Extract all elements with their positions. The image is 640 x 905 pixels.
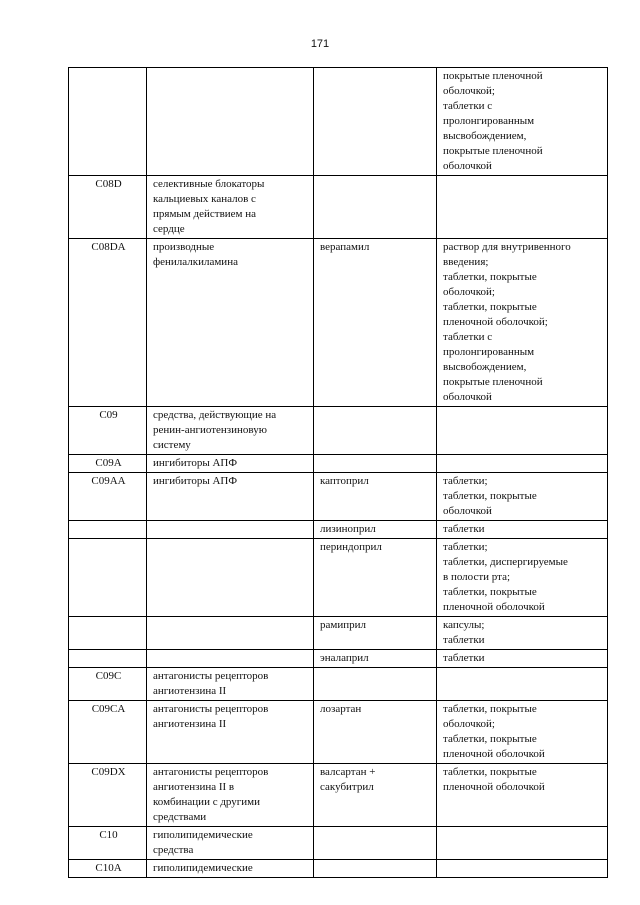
- table-row: [69, 68, 608, 176]
- atc-code-cell: C09A: [69, 455, 147, 473]
- dosage-form-cell: [437, 860, 608, 878]
- atc-code-cell: C09AA: [69, 473, 147, 521]
- table-row: [69, 473, 608, 521]
- group-cell: гиполипидемические средства: [147, 827, 314, 860]
- group-cell: [147, 539, 314, 617]
- table-row: [69, 176, 608, 239]
- atc-code-cell: [69, 539, 147, 617]
- dosage-form-cell: [437, 176, 608, 239]
- atc-code-cell: C10A: [69, 860, 147, 878]
- dosage-form-cell: таблетки; таблетки, покрытые оболочкой: [437, 473, 608, 521]
- group-cell: ингибиторы АПФ: [147, 455, 314, 473]
- drug-cell: лозартан: [314, 701, 437, 764]
- atc-code-cell: [69, 617, 147, 650]
- atc-code-cell: [69, 650, 147, 668]
- table-row: [69, 827, 608, 860]
- dosage-form-cell: капсулы; таблетки: [437, 617, 608, 650]
- drug-classification-table: [68, 67, 608, 878]
- group-cell: антагонисты рецепторов ангиотензина II: [147, 668, 314, 701]
- atc-code-cell: C09C: [69, 668, 147, 701]
- drug-cell: [314, 860, 437, 878]
- atc-code-cell: C08D: [69, 176, 147, 239]
- group-cell: селективные блокаторы кальциевых каналов с прямым действием на сердце: [147, 176, 314, 239]
- group-cell: [147, 650, 314, 668]
- table-row: [69, 701, 608, 764]
- group-cell: [147, 68, 314, 176]
- dosage-form-cell: таблетки: [437, 521, 608, 539]
- drug-cell: [314, 68, 437, 176]
- group-cell: [147, 521, 314, 539]
- drug-cell: [314, 455, 437, 473]
- table-row: [69, 617, 608, 650]
- dosage-form-cell: раствор для внутривенного введения; таблетки, покрытые оболочкой; таблетки, покрытые пленочной оболочкой; таблетки с пролонгированным высвобождением, покрытые пленочной оболочкой: [437, 239, 608, 407]
- page-number: 171: [310, 38, 330, 50]
- drug-cell: рамиприл: [314, 617, 437, 650]
- drug-cell: [314, 827, 437, 860]
- atc-code-cell: C08DA: [69, 239, 147, 407]
- group-cell: антагонисты рецепторов ангиотензина II в комбинации с другими средствами: [147, 764, 314, 827]
- table-row: [69, 764, 608, 827]
- drug-cell: [314, 176, 437, 239]
- dosage-form-cell: таблетки, покрытые пленочной оболочкой: [437, 764, 608, 827]
- group-cell: гиполипидемические: [147, 860, 314, 878]
- table-row: [69, 407, 608, 455]
- dosage-form-cell: [437, 668, 608, 701]
- table-row: [69, 455, 608, 473]
- table-row: [69, 539, 608, 617]
- group-cell: антагонисты рецепторов ангиотензина II: [147, 701, 314, 764]
- drug-cell: лизиноприл: [314, 521, 437, 539]
- drug-cell: каптоприл: [314, 473, 437, 521]
- drug-cell: периндоприл: [314, 539, 437, 617]
- atc-code-cell: [69, 68, 147, 176]
- drug-cell: [314, 407, 437, 455]
- dosage-form-cell: таблетки, покрытые оболочкой; таблетки, покрытые пленочной оболочкой: [437, 701, 608, 764]
- group-cell: ингибиторы АПФ: [147, 473, 314, 521]
- atc-code-cell: C10: [69, 827, 147, 860]
- group-cell: производные фенилалкиламина: [147, 239, 314, 407]
- dosage-form-cell: покрытые пленочной оболочкой; таблетки с пролонгированным высвобождением, покрытые пленочной оболочкой: [437, 68, 608, 176]
- atc-code-cell: [69, 521, 147, 539]
- table-row: [69, 521, 608, 539]
- atc-code-cell: C09DX: [69, 764, 147, 827]
- dosage-form-cell: [437, 455, 608, 473]
- dosage-form-cell: [437, 827, 608, 860]
- table-row: [69, 239, 608, 407]
- table-row: [69, 860, 608, 878]
- group-cell: [147, 617, 314, 650]
- drug-cell: эналаприл: [314, 650, 437, 668]
- drug-cell: валсартан + сакубитрил: [314, 764, 437, 827]
- dosage-form-cell: таблетки: [437, 650, 608, 668]
- drug-cell: [314, 668, 437, 701]
- table-row: [69, 650, 608, 668]
- dosage-form-cell: [437, 407, 608, 455]
- table-row: [69, 668, 608, 701]
- atc-code-cell: C09CA: [69, 701, 147, 764]
- drug-cell: верапамил: [314, 239, 437, 407]
- dosage-form-cell: таблетки; таблетки, диспергируемые в полости рта; таблетки, покрытые пленочной оболочкой: [437, 539, 608, 617]
- atc-code-cell: C09: [69, 407, 147, 455]
- group-cell: средства, действующие на ренин-ангиотензиновую систему: [147, 407, 314, 455]
